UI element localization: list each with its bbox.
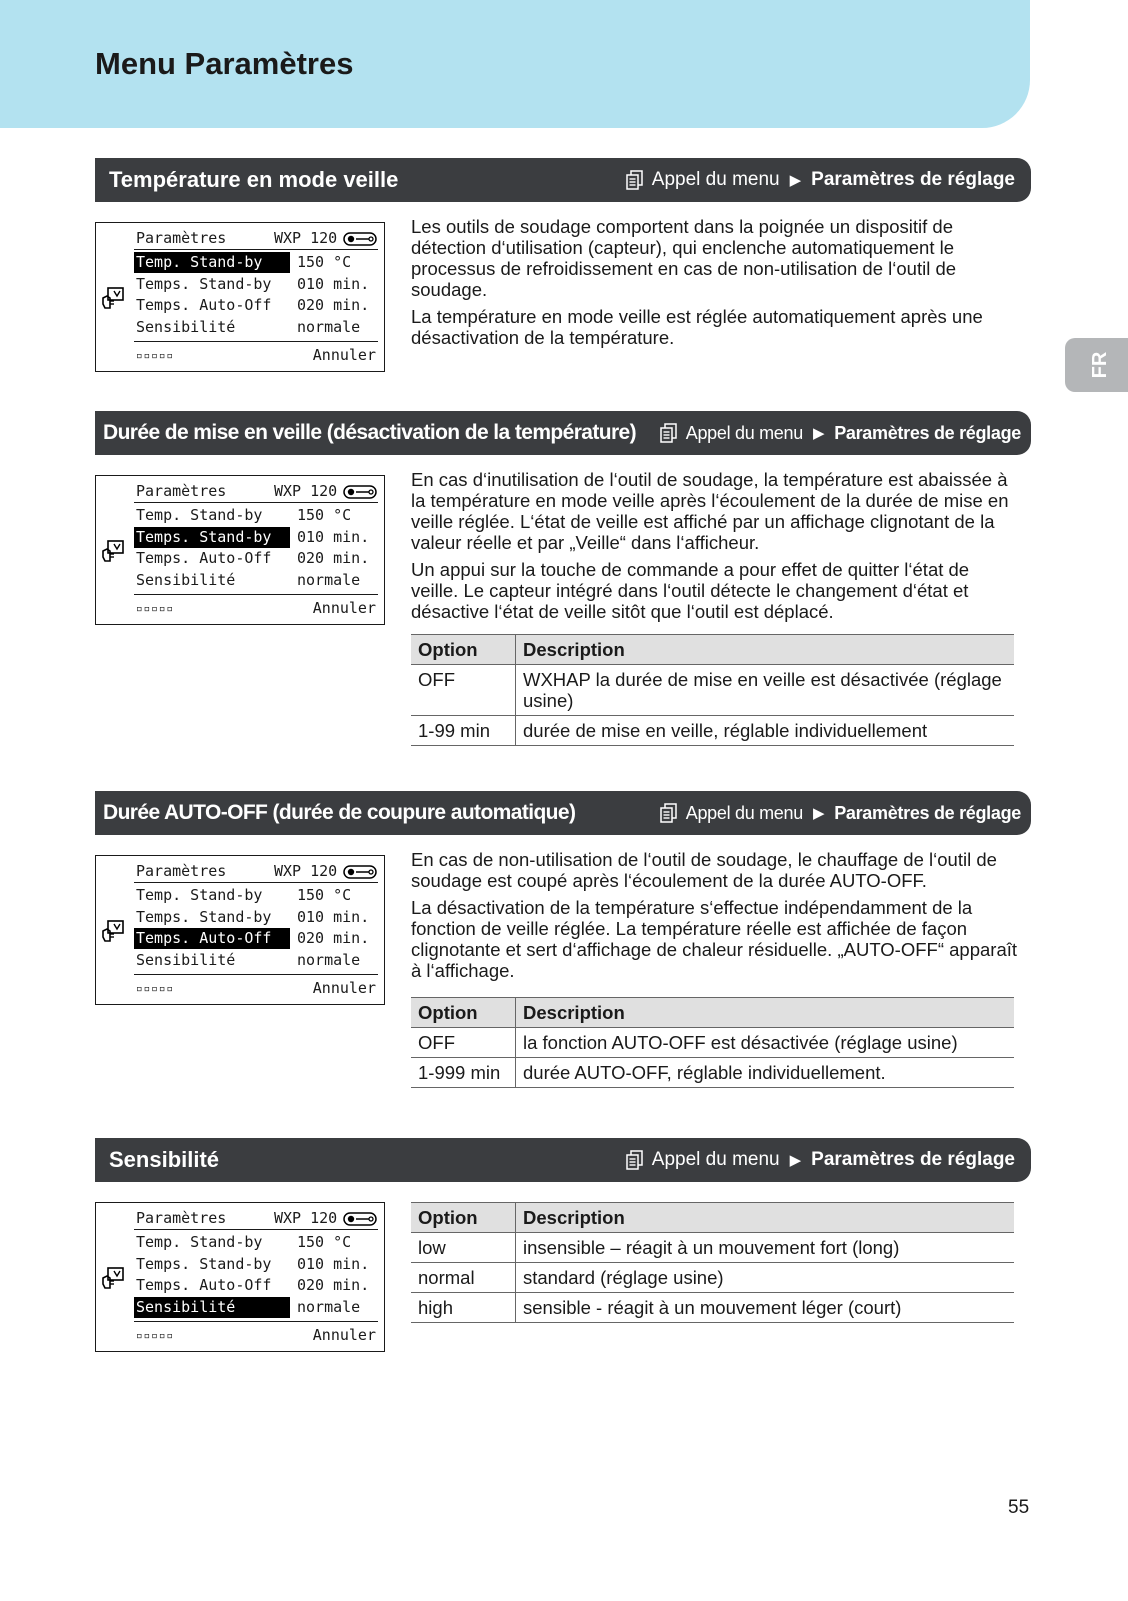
table-header: Option — [411, 998, 516, 1028]
lcd-header-model: WXP 120 — [274, 1209, 338, 1227]
lcd-row — [134, 885, 378, 906]
lcd-display — [95, 222, 385, 372]
lcd-row — [134, 274, 378, 295]
table-cell: high — [411, 1293, 516, 1323]
arrow-right-icon: ▶ — [789, 1152, 802, 1169]
page-number: 55 — [1008, 1497, 1030, 1518]
menu-list-icon — [660, 423, 678, 443]
lcd-dots: ▫▫▫▫▫ — [136, 349, 175, 362]
lcd-row-value: 010 min. — [297, 528, 370, 546]
lcd-row-value: 150 °C — [297, 253, 352, 271]
paragraph: En cas d‘inutilisation de l‘outil de soudage, la température est abaissée à la température en mode veille après l‘écoulement de la durée de mise en veille réglée. L‘état de veille est affiché par un affichage clignotant de la valeur réelle et par „Veille“ dans l‘afficheur. — [411, 469, 1009, 553]
table-cell: normal — [411, 1263, 516, 1293]
soldering-tool-icon — [343, 231, 377, 247]
lcd-row — [134, 950, 378, 971]
table-cell: durée de mise en veille, réglable individuellement — [516, 716, 1015, 746]
table-cell: durée AUTO-OFF, réglable individuellement. — [516, 1058, 1015, 1088]
lcd-row-label: Temp. Stand-by — [136, 886, 263, 904]
paragraph: En cas de non-utilisation de l‘outil de soudage, le chauffage de l‘outil de soudage est coupé après l‘écoulement de la durée AUTO-OFF. — [411, 849, 997, 891]
table-cell: OFF — [411, 665, 516, 716]
lcd-header-title: Paramètres — [136, 482, 227, 500]
section-header — [95, 411, 1031, 455]
menu-path — [660, 803, 1021, 824]
lcd-display — [95, 855, 385, 1005]
section-sensitivity — [95, 1138, 1031, 1344]
menu-list-icon — [660, 803, 678, 823]
lcd-header-title: Paramètres — [136, 229, 227, 247]
table-header: Description — [516, 635, 1015, 665]
lcd-row-value: 020 min. — [297, 549, 370, 567]
lcd-row-label: Temps. Auto-Off — [136, 1276, 272, 1294]
table-cell: WXHAP la durée de mise en veille est désactivée (réglage usine) — [516, 665, 1015, 716]
table-row — [411, 1263, 1014, 1293]
menu-path-target: Paramètres de réglage — [834, 422, 1021, 443]
lcd-row — [134, 548, 378, 569]
lcd-row-label: Temp. Stand-by — [136, 1233, 263, 1251]
lcd-divider — [134, 341, 378, 342]
lcd-row-selected — [134, 928, 378, 949]
lcd-row-label: Temp. Stand-by — [136, 506, 263, 524]
section-text — [411, 216, 1021, 354]
paragraph: Les outils de soudage comportent dans la poignée un dispositif de détection d‘utilisation (capteur), qui enclenche automatiquement le processus de refroidissement en cas de non-utilisation de l‘outil de soudage. — [411, 216, 957, 300]
lcd-row-value: 010 min. — [297, 275, 370, 293]
menu-path-target: Paramètres de réglage — [811, 169, 1015, 190]
section-title: Température en mode veille — [109, 167, 399, 192]
menu-path — [626, 169, 1015, 191]
lcd-header-model: WXP 120 — [274, 229, 338, 247]
lcd-row-label: Temps. Stand-by — [136, 908, 272, 926]
lcd-row-label: Temp. Stand-by — [134, 252, 290, 273]
lcd-row — [134, 295, 378, 316]
table-header: Option — [411, 1203, 516, 1233]
lcd-header-title: Paramètres — [136, 1209, 227, 1227]
paragraph: La désactivation de la température s‘effectue indépendamment de la fonction de veille réglée. La température réelle est affichée de façon clignotante et sert d‘affichage de chaleur résiduelle. „AUTO-OFF“ apparaît à l‘affichage. — [411, 897, 1018, 981]
options-table — [411, 1202, 1014, 1323]
lcd-row — [134, 1254, 378, 1275]
lcd-row — [134, 907, 378, 928]
table-row — [411, 1233, 1014, 1263]
section-header — [95, 1138, 1031, 1182]
lcd-header-model: WXP 120 — [274, 862, 338, 880]
table-cell: 1-999 min — [411, 1058, 516, 1088]
lcd-header-model: WXP 120 — [274, 482, 338, 500]
table-row — [411, 716, 1014, 746]
page-title: Menu Paramètres — [95, 46, 354, 81]
paragraph: La température en mode veille est réglée automatiquement après une désactivation de la température. — [411, 306, 983, 348]
table-header: Description — [516, 1203, 1015, 1233]
lcd-display — [95, 1202, 385, 1352]
table-row — [411, 665, 1014, 716]
lcd-row-value: 010 min. — [297, 1255, 370, 1273]
lcd-divider — [134, 594, 378, 595]
lcd-divider — [134, 974, 378, 975]
section-standby-temperature — [95, 158, 1031, 364]
arrow-right-icon: ▶ — [812, 805, 825, 822]
lcd-row-value: 020 min. — [297, 1276, 370, 1294]
lcd-row-label: Temps. Stand-by — [136, 275, 272, 293]
menu-list-icon — [626, 1150, 644, 1170]
paragraph: Un appui sur la touche de commande a pour effet de quitter l‘état de veille. Le capteur intégré dans l‘outil détecte le changement d‘état et désactive l‘état de veille sitôt que l‘outil est déplacé. — [411, 559, 970, 622]
language-tab[interactable] — [1065, 338, 1128, 392]
lcd-row-value: 150 °C — [297, 1233, 352, 1251]
lcd-row-label: Temps. Auto-Off — [136, 549, 272, 567]
section-header — [95, 791, 1031, 835]
section-standby-duration — [95, 411, 1031, 741]
lcd-cancel: Annuler — [312, 599, 376, 617]
menu-list-icon — [626, 170, 644, 190]
section-title: Sensibilité — [109, 1147, 220, 1172]
lcd-row-value: 020 min. — [297, 929, 370, 947]
arrow-right-icon: ▶ — [812, 425, 825, 442]
table-header-row — [411, 1203, 1014, 1233]
lcd-cancel: Annuler — [312, 1326, 376, 1344]
table-header: Description — [516, 998, 1015, 1028]
hand-press-icon — [102, 920, 124, 942]
lcd-row — [134, 1275, 378, 1296]
table-header-row — [411, 998, 1014, 1028]
section-header — [95, 158, 1031, 202]
lcd-row-value: 150 °C — [297, 506, 352, 524]
table-cell: low — [411, 1233, 516, 1263]
table-header-row — [411, 635, 1014, 665]
lcd-row-value: 020 min. — [297, 296, 370, 314]
soldering-tool-icon — [343, 1211, 377, 1227]
lcd-dots: ▫▫▫▫▫ — [136, 1329, 175, 1342]
lcd-row-value: normale — [297, 951, 361, 969]
lcd-row-label: Temps. Stand-by — [134, 527, 290, 548]
lcd-header — [134, 482, 378, 503]
lcd-row-label: Temps. Stand-by — [136, 1255, 272, 1273]
menu-path-prefix: Appel du menu — [651, 169, 780, 190]
lcd-row-label: Sensibilité — [136, 951, 236, 969]
section-text — [411, 849, 1021, 987]
lcd-row — [134, 570, 378, 591]
lcd-row-value: normale — [297, 571, 361, 589]
table-cell: sensible - réagit à un mouvement léger (court) — [516, 1293, 1015, 1323]
menu-path — [660, 423, 1021, 444]
lcd-cancel: Annuler — [312, 346, 376, 364]
menu-path-prefix: Appel du menu — [685, 802, 803, 823]
table-header: Option — [411, 635, 516, 665]
lcd-row-label: Sensibilité — [136, 318, 236, 336]
lcd-dots: ▫▫▫▫▫ — [136, 982, 175, 995]
arrow-right-icon: ▶ — [789, 172, 802, 189]
lcd-header — [134, 862, 378, 883]
menu-path-prefix: Appel du menu — [685, 422, 803, 443]
lcd-row — [134, 505, 378, 526]
menu-path-target: Paramètres de réglage — [834, 802, 1021, 823]
section-title: Durée de mise en veille (désactivation de la température) — [103, 421, 637, 444]
menu-path — [626, 1149, 1015, 1171]
lcd-row-selected — [134, 1297, 378, 1318]
lcd-header-title: Paramètres — [136, 862, 227, 880]
soldering-tool-icon — [343, 864, 377, 880]
language-tab-label: FR — [1088, 351, 1111, 379]
lcd-row-value: normale — [297, 1298, 361, 1316]
table-cell: la fonction AUTO-OFF est désactivée (réglage usine) — [516, 1028, 1015, 1058]
lcd-row-value: 150 °C — [297, 886, 352, 904]
lcd-cancel: Annuler — [312, 979, 376, 997]
options-table — [411, 634, 1014, 746]
hand-press-icon — [102, 1267, 124, 1289]
table-row — [411, 1028, 1014, 1058]
lcd-row-label: Temps. Auto-Off — [134, 928, 290, 949]
lcd-header — [134, 1209, 378, 1230]
table-row — [411, 1293, 1014, 1323]
table-cell: standard (réglage usine) — [516, 1263, 1015, 1293]
lcd-row-label: Temps. Auto-Off — [136, 296, 272, 314]
section-auto-off — [95, 791, 1031, 1083]
lcd-divider — [134, 1321, 378, 1322]
lcd-dots: ▫▫▫▫▫ — [136, 602, 175, 615]
menu-path-target: Paramètres de réglage — [811, 1149, 1015, 1170]
lcd-row-selected — [134, 252, 378, 273]
section-text — [411, 469, 1021, 628]
lcd-row-label: Sensibilité — [134, 1297, 290, 1318]
lcd-row-label: Sensibilité — [136, 571, 236, 589]
lcd-row-value: normale — [297, 318, 361, 336]
hand-press-icon — [102, 287, 124, 309]
soldering-tool-icon — [343, 484, 377, 500]
section-title: Durée AUTO-OFF (durée de coupure automatique) — [103, 801, 576, 824]
hand-press-icon — [102, 540, 124, 562]
lcd-row — [134, 317, 378, 338]
lcd-header — [134, 229, 378, 250]
options-table — [411, 997, 1014, 1088]
table-cell: OFF — [411, 1028, 516, 1058]
lcd-row-selected — [134, 527, 378, 548]
table-row — [411, 1058, 1014, 1088]
lcd-row-value: 010 min. — [297, 908, 370, 926]
lcd-row — [134, 1232, 378, 1253]
table-cell: 1-99 min — [411, 716, 516, 746]
table-cell: insensible – réagit à un mouvement fort (long) — [516, 1233, 1015, 1263]
menu-path-prefix: Appel du menu — [651, 1149, 780, 1170]
lcd-display — [95, 475, 385, 625]
